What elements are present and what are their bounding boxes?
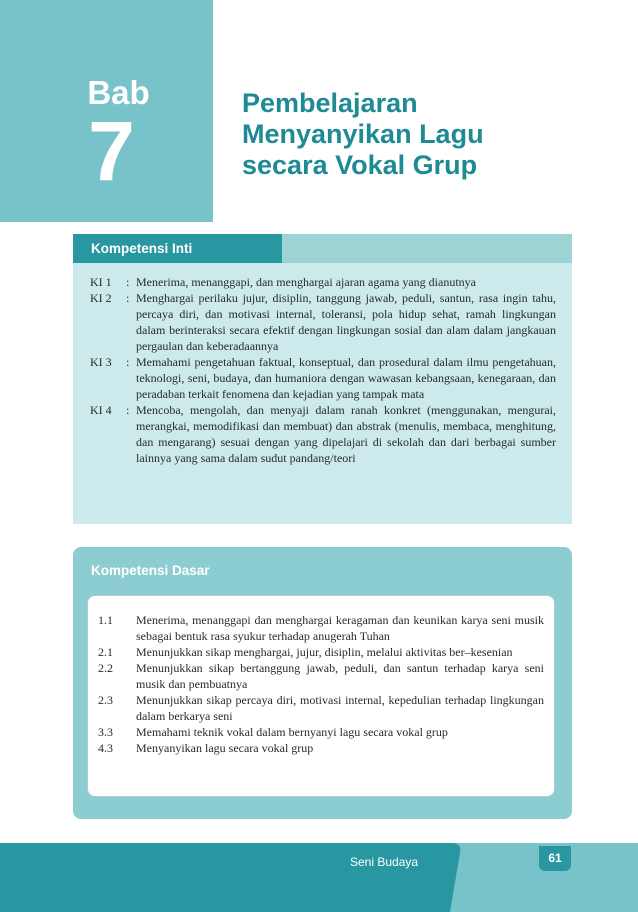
kd-text: Menunjukkan sikap bertanggung jawab, peduli, dan santun terhadap karya seni musik dan pembuatnya (136, 661, 544, 691)
ki-code: KI 3 (90, 355, 112, 369)
ki-code: KI 4 (90, 403, 112, 417)
ki-heading: Kompetensi Inti (91, 241, 193, 256)
kd-code: 1.1 (98, 613, 113, 627)
chapter-title-line: secara Vokal Grup (242, 150, 478, 180)
kd-item (98, 660, 544, 692)
kd-item (98, 724, 544, 740)
chapter-title (242, 88, 542, 181)
kd-code: 4.3 (98, 741, 113, 755)
ki-list (90, 274, 556, 466)
ki-text: Menghargai perilaku jujur, disiplin, tanggung jawab, peduli, santun, rasa ingin tahu, percaya diri, dan motivasi internal, toleransi, pola hidup sehat, ramah lingkungan dalam berinteraksi secara efektif dengan lingkungan sosial dan alam dalam jangkauan pergaulan dan keberadaannya (136, 291, 556, 353)
kd-item (98, 740, 544, 756)
kd-code: 2.2 (98, 661, 113, 675)
ki-colon: : (126, 291, 130, 305)
chapter-title-line: Pembelajaran (242, 88, 418, 118)
kd-heading: Kompetensi Dasar (91, 563, 210, 578)
ki-item (90, 274, 556, 290)
kd-text: Memahami teknik vokal dalam bernyanyi lagu secara vokal grup (136, 725, 448, 739)
ki-text: Menerima, menanggapi, dan menghargai ajaran agama yang dianutnya (136, 275, 476, 289)
ki-item (90, 402, 556, 466)
kd-list (98, 612, 544, 756)
chapter-title-line: Menyanyikan Lagu (242, 119, 484, 149)
ki-colon: : (126, 355, 130, 369)
kd-text: Menyanyikan lagu secara vokal grup (136, 741, 314, 755)
ki-code: KI 1 (90, 275, 112, 289)
kd-item (98, 692, 544, 724)
kd-code: 3.3 (98, 725, 113, 739)
kd-code: 2.1 (98, 645, 113, 659)
kd-item (98, 644, 544, 660)
kd-code: 2.3 (98, 693, 113, 707)
ki-colon: : (126, 275, 130, 289)
ki-item (90, 354, 556, 402)
page-number: 61 (539, 846, 571, 871)
kd-item (98, 612, 544, 644)
chapter-label: Bab (87, 74, 150, 111)
kd-text: Menunjukkan sikap menghargai, jujur, disiplin, melalui aktivitas ber–kesenian (136, 645, 513, 659)
kd-text: Menunjukkan sikap percaya diri, motivasi internal, kepedulian terhadap lingkungan dalam berkarya seni (136, 693, 544, 723)
ki-text: Memahami pengetahuan faktual, konseptual, dan prosedural dalam ilmu pengetahuan, teknologi, seni, budaya, dan humaniora dengan wawasan kebangsaan, kenegaraan, dan peradaban terkait fenomena dan kejadian yang tampak mata (136, 355, 556, 401)
ki-code: KI 2 (90, 291, 112, 305)
kd-text: Menerima, menanggapi dan menghargai keragaman dan keunikan karya seni musik sebagai bentuk rasa syukur terhadap anugerah Tuhan (136, 613, 544, 643)
ki-text: Mencoba, mengolah, dan menyaji dalam ranah konkret (menggunakan, mengurai, merangkai, memodifikasi dan membuat) dan abstrak (menulis, membaca, menghitung, dan mengarang) sesuai dengan yang dipelajari di sekolah dan dari berbagai sumber lainnya yang sama dalam sudut pandang/teori (136, 403, 556, 465)
ki-item (90, 290, 556, 354)
chapter-number: 7 (88, 104, 135, 198)
footer-book-title: Seni Budaya (350, 855, 419, 869)
ki-colon: : (126, 403, 130, 417)
